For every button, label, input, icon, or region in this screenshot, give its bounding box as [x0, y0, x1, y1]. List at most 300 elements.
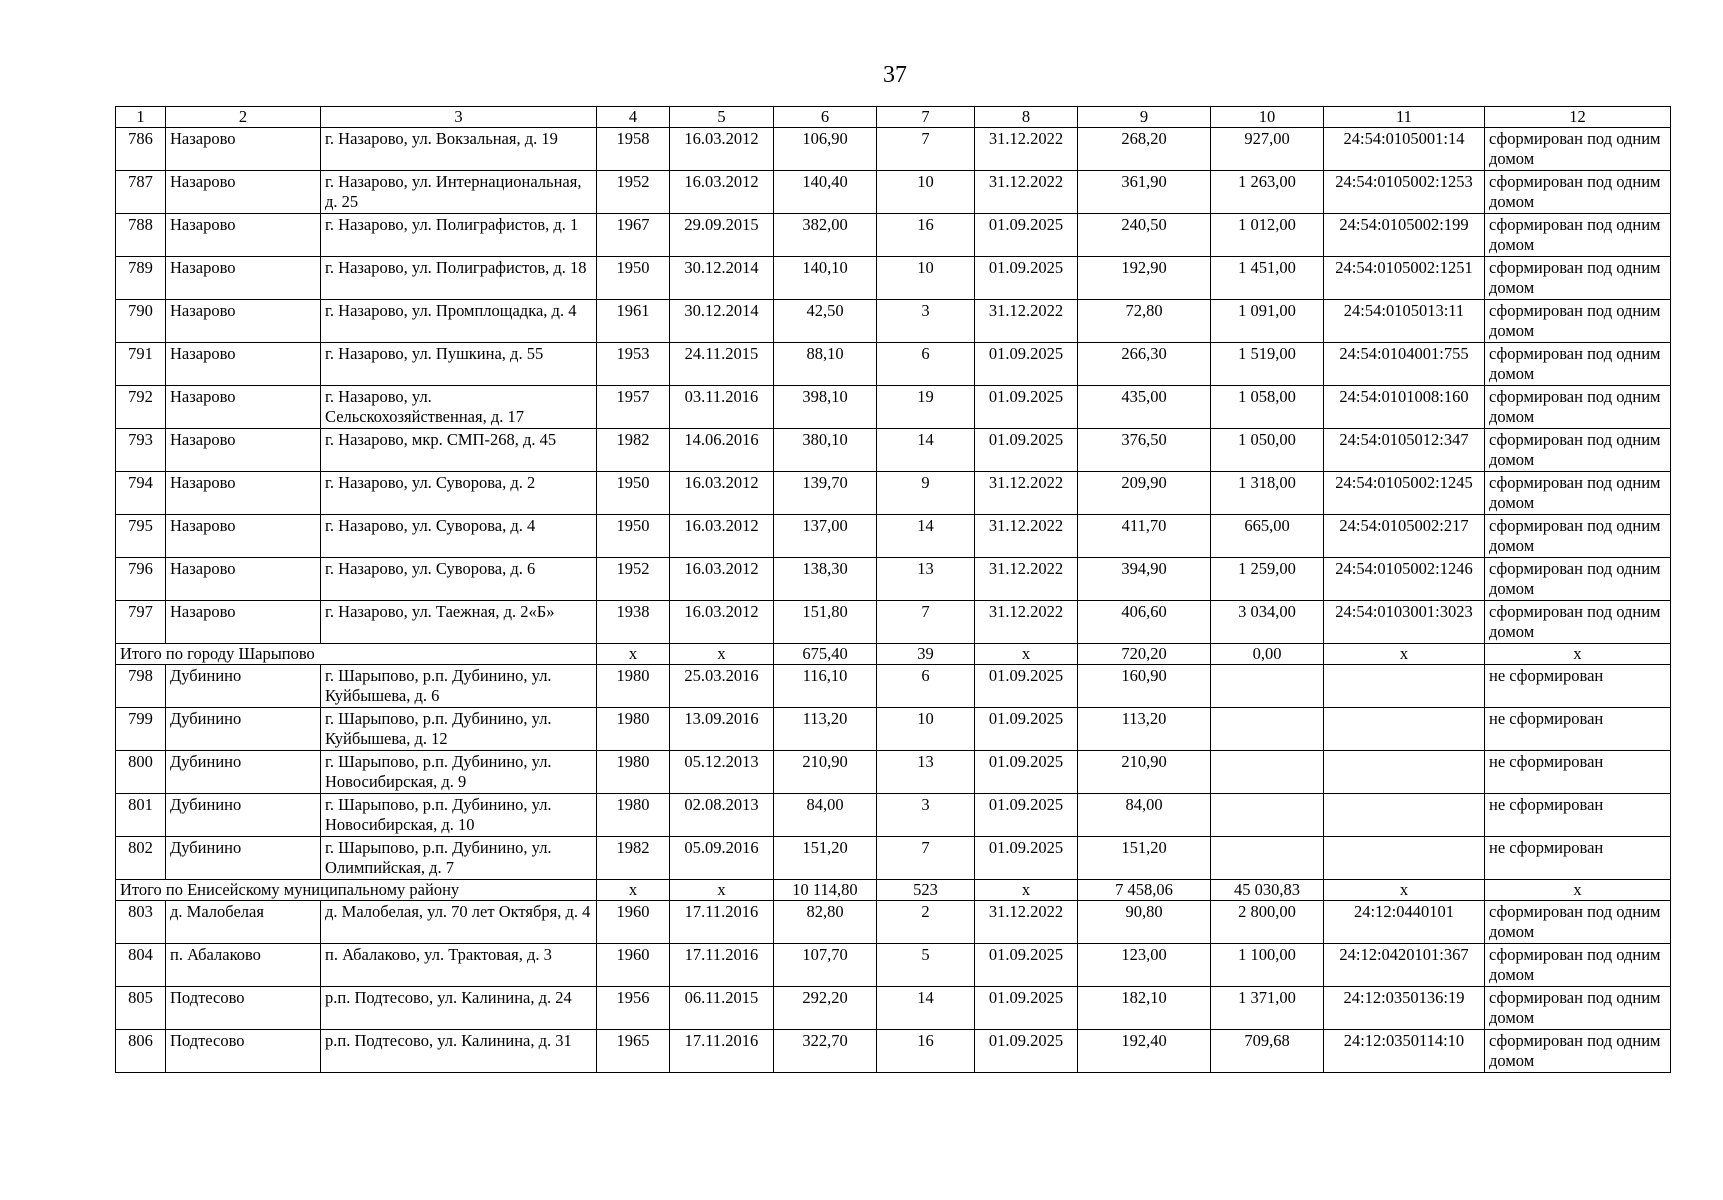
value-cell: 90,80 — [1078, 901, 1211, 944]
value-cell: 01.09.2025 — [975, 708, 1078, 751]
value-cell: 1980 — [597, 708, 670, 751]
value-cell: 151,80 — [774, 601, 877, 644]
row-number: 805 — [116, 987, 166, 1030]
table-row — [116, 944, 1671, 987]
table-row — [116, 558, 1671, 601]
locality-cell: Назарово — [166, 558, 321, 601]
value-cell: 1957 — [597, 386, 670, 429]
value-cell: 31.12.2022 — [975, 515, 1078, 558]
value-cell: 42,50 — [774, 300, 877, 343]
address-cell: п. Абалаково, ул. Трактовая, д. 3 — [321, 944, 597, 987]
address-cell: г. Шарыпово, р.п. Дубинино, ул. Куйбышева, д. 6 — [321, 665, 597, 708]
value-cell: 06.11.2015 — [670, 987, 774, 1030]
locality-cell: Дубинино — [166, 751, 321, 794]
column-number: 11 — [1324, 107, 1485, 128]
table-row — [116, 515, 1671, 558]
cadastral-number-cell: 24:54:0105002:217 — [1324, 515, 1485, 558]
column-number: 4 — [597, 107, 670, 128]
value-cell: 16.03.2012 — [670, 558, 774, 601]
value-cell: 266,30 — [1078, 343, 1211, 386]
value-cell: 31.12.2022 — [975, 601, 1078, 644]
address-cell: г. Назарово, мкр. СМП-268, д. 45 — [321, 429, 597, 472]
value-cell: 16.03.2012 — [670, 472, 774, 515]
land-status-cell: сформирован под одним домом — [1485, 944, 1671, 987]
value-cell: 10 — [877, 171, 975, 214]
address-cell: г. Назарово, ул. Полиграфистов, д. 18 — [321, 257, 597, 300]
land-status-cell: сформирован под одним домом — [1485, 987, 1671, 1030]
locality-cell: п. Абалаково — [166, 944, 321, 987]
row-number: 792 — [116, 386, 166, 429]
cadastral-number-cell: 24:54:0105002:1245 — [1324, 472, 1485, 515]
value-cell: 13 — [877, 558, 975, 601]
value-cell: 24.11.2015 — [670, 343, 774, 386]
value-cell: 1 259,00 — [1211, 558, 1324, 601]
value-cell: 1958 — [597, 128, 670, 171]
value-cell: 382,00 — [774, 214, 877, 257]
value-cell: 1953 — [597, 343, 670, 386]
subtotal-cell: х — [597, 880, 670, 901]
value-cell: 31.12.2022 — [975, 558, 1078, 601]
table-row — [116, 901, 1671, 944]
column-number: 9 — [1078, 107, 1211, 128]
subtotal-cell: х — [1485, 880, 1671, 901]
value-cell: 1 091,00 — [1211, 300, 1324, 343]
column-number: 5 — [670, 107, 774, 128]
address-cell: г. Назарово, ул. Суворова, д. 2 — [321, 472, 597, 515]
subtotal-cell: 10 114,80 — [774, 880, 877, 901]
value-cell: 113,20 — [1078, 708, 1211, 751]
value-cell: 05.12.2013 — [670, 751, 774, 794]
value-cell: 139,70 — [774, 472, 877, 515]
column-number: 10 — [1211, 107, 1324, 128]
land-status-cell: не сформирован — [1485, 751, 1671, 794]
value-cell: 7 — [877, 837, 975, 880]
row-number: 803 — [116, 901, 166, 944]
value-cell: 72,80 — [1078, 300, 1211, 343]
value-cell: 05.09.2016 — [670, 837, 774, 880]
row-number: 786 — [116, 128, 166, 171]
value-cell: 140,40 — [774, 171, 877, 214]
value-cell: 10 — [877, 257, 975, 300]
table-row — [116, 257, 1671, 300]
cadastral-number-cell: 24:54:0105002:199 — [1324, 214, 1485, 257]
locality-cell: Назарово — [166, 214, 321, 257]
table-row — [116, 386, 1671, 429]
value-cell: 13.09.2016 — [670, 708, 774, 751]
address-cell: г. Шарыпово, р.п. Дубинино, ул. Куйбышева, д. 12 — [321, 708, 597, 751]
subtotal-cell: х — [670, 644, 774, 665]
value-cell: 398,10 — [774, 386, 877, 429]
value-cell: 31.12.2022 — [975, 128, 1078, 171]
land-status-cell: сформирован под одним домом — [1485, 171, 1671, 214]
table-row — [116, 1030, 1671, 1073]
value-cell: 361,90 — [1078, 171, 1211, 214]
value-cell: 927,00 — [1211, 128, 1324, 171]
value-cell: 1952 — [597, 171, 670, 214]
row-number: 796 — [116, 558, 166, 601]
value-cell: 6 — [877, 343, 975, 386]
subtotal-cell: х — [975, 880, 1078, 901]
value-cell: 1960 — [597, 944, 670, 987]
land-status-cell: сформирован под одним домом — [1485, 429, 1671, 472]
value-cell: 1982 — [597, 837, 670, 880]
cadastral-number-cell: 24:12:0350114:10 — [1324, 1030, 1485, 1073]
value-cell: 140,10 — [774, 257, 877, 300]
value-cell: 30.12.2014 — [670, 300, 774, 343]
value-cell: 411,70 — [1078, 515, 1211, 558]
value-cell: 01.09.2025 — [975, 987, 1078, 1030]
land-status-cell: не сформирован — [1485, 665, 1671, 708]
value-cell: 665,00 — [1211, 515, 1324, 558]
cadastral-number-cell: 24:54:0103001:3023 — [1324, 601, 1485, 644]
value-cell: 03.11.2016 — [670, 386, 774, 429]
value-cell: 01.09.2025 — [975, 214, 1078, 257]
subtotal-cell: 7 458,06 — [1078, 880, 1211, 901]
cadastral-number-cell: 24:12:0420101:367 — [1324, 944, 1485, 987]
value-cell: 1960 — [597, 901, 670, 944]
value-cell: 01.09.2025 — [975, 257, 1078, 300]
value-cell: 1950 — [597, 515, 670, 558]
cadastral-number-cell — [1324, 751, 1485, 794]
value-cell: 1965 — [597, 1030, 670, 1073]
land-status-cell: сформирован под одним домом — [1485, 601, 1671, 644]
value-cell: 380,10 — [774, 429, 877, 472]
value-cell: 01.09.2025 — [975, 343, 1078, 386]
value-cell: 1 263,00 — [1211, 171, 1324, 214]
column-number: 6 — [774, 107, 877, 128]
row-number: 794 — [116, 472, 166, 515]
value-cell: 7 — [877, 601, 975, 644]
value-cell: 5 — [877, 944, 975, 987]
row-number: 801 — [116, 794, 166, 837]
land-status-cell: сформирован под одним домом — [1485, 472, 1671, 515]
table-row — [116, 837, 1671, 880]
value-cell: 1 058,00 — [1211, 386, 1324, 429]
value-cell: 14 — [877, 429, 975, 472]
value-cell: 1950 — [597, 472, 670, 515]
locality-cell: Дубинино — [166, 665, 321, 708]
value-cell: 19 — [877, 386, 975, 429]
address-cell: г. Назарово, ул. Суворова, д. 4 — [321, 515, 597, 558]
value-cell: 01.09.2025 — [975, 429, 1078, 472]
table-row — [116, 128, 1671, 171]
cadastral-number-cell: 24:54:0105002:1251 — [1324, 257, 1485, 300]
row-number: 795 — [116, 515, 166, 558]
value-cell: 394,90 — [1078, 558, 1211, 601]
value-cell: 31.12.2022 — [975, 300, 1078, 343]
value-cell: 1 100,00 — [1211, 944, 1324, 987]
value-cell: 16.03.2012 — [670, 171, 774, 214]
value-cell: 268,20 — [1078, 128, 1211, 171]
cadastral-number-cell: 24:54:0105002:1246 — [1324, 558, 1485, 601]
value-cell: 1950 — [597, 257, 670, 300]
locality-cell: Назарово — [166, 515, 321, 558]
locality-cell: Дубинино — [166, 708, 321, 751]
land-status-cell: не сформирован — [1485, 794, 1671, 837]
value-cell: 31.12.2022 — [975, 171, 1078, 214]
subtotal-cell: х — [1324, 644, 1485, 665]
value-cell: 9 — [877, 472, 975, 515]
value-cell: 01.09.2025 — [975, 794, 1078, 837]
locality-cell: Назарово — [166, 343, 321, 386]
value-cell: 2 — [877, 901, 975, 944]
column-number: 2 — [166, 107, 321, 128]
value-cell: 1980 — [597, 665, 670, 708]
land-status-cell: не сформирован — [1485, 708, 1671, 751]
address-cell: г. Назарово, ул. Таежная, д. 2«Б» — [321, 601, 597, 644]
subtotal-cell: х — [597, 644, 670, 665]
value-cell: 435,00 — [1078, 386, 1211, 429]
land-status-cell: сформирован под одним домом — [1485, 386, 1671, 429]
value-cell: 1980 — [597, 751, 670, 794]
subtotal-cell: 523 — [877, 880, 975, 901]
value-cell: 3 034,00 — [1211, 601, 1324, 644]
value-cell: 1961 — [597, 300, 670, 343]
value-cell: 01.09.2025 — [975, 386, 1078, 429]
address-cell: р.п. Подтесово, ул. Калинина, д. 24 — [321, 987, 597, 1030]
value-cell: 1 451,00 — [1211, 257, 1324, 300]
subtotal-label: Итого по городу Шарыпово — [116, 644, 597, 665]
subtotal-cell: х — [1485, 644, 1671, 665]
value-cell: 16.03.2012 — [670, 601, 774, 644]
value-cell: 1 050,00 — [1211, 429, 1324, 472]
row-number: 788 — [116, 214, 166, 257]
table-row — [116, 300, 1671, 343]
locality-cell: Назарово — [166, 171, 321, 214]
cadastral-number-cell: 24:12:0440101 — [1324, 901, 1485, 944]
locality-cell: Назарово — [166, 300, 321, 343]
value-cell: 3 — [877, 300, 975, 343]
cadastral-number-cell: 24:54:0105002:1253 — [1324, 171, 1485, 214]
value-cell: 1938 — [597, 601, 670, 644]
value-cell — [1211, 708, 1324, 751]
value-cell: 01.09.2025 — [975, 665, 1078, 708]
address-cell: г. Назарово, ул. Пушкина, д. 55 — [321, 343, 597, 386]
locality-cell: д. Малобелая — [166, 901, 321, 944]
address-cell: д. Малобелая, ул. 70 лет Октября, д. 4 — [321, 901, 597, 944]
value-cell: 240,50 — [1078, 214, 1211, 257]
value-cell: 01.09.2025 — [975, 837, 1078, 880]
value-cell: 138,30 — [774, 558, 877, 601]
land-status-cell: не сформирован — [1485, 837, 1671, 880]
address-cell: г. Шарыпово, р.п. Дубинино, ул. Новосибирская, д. 10 — [321, 794, 597, 837]
value-cell: 322,70 — [774, 1030, 877, 1073]
cadastral-number-cell — [1324, 794, 1485, 837]
row-number: 799 — [116, 708, 166, 751]
locality-cell: Назарово — [166, 128, 321, 171]
land-status-cell: сформирован под одним домом — [1485, 300, 1671, 343]
value-cell: 17.11.2016 — [670, 944, 774, 987]
value-cell — [1211, 751, 1324, 794]
value-cell: 1 519,00 — [1211, 343, 1324, 386]
value-cell: 210,90 — [774, 751, 877, 794]
column-number-row — [116, 107, 1671, 128]
table-row — [116, 214, 1671, 257]
value-cell: 116,10 — [774, 665, 877, 708]
cadastral-number-cell — [1324, 837, 1485, 880]
value-cell: 14 — [877, 987, 975, 1030]
value-cell: 17.11.2016 — [670, 901, 774, 944]
locality-cell: Назарово — [166, 429, 321, 472]
land-status-cell: сформирован под одним домом — [1485, 343, 1671, 386]
locality-cell: Подтесово — [166, 987, 321, 1030]
table-row — [116, 601, 1671, 644]
cadastral-number-cell — [1324, 665, 1485, 708]
value-cell: 182,10 — [1078, 987, 1211, 1030]
value-cell — [1211, 794, 1324, 837]
cadastral-number-cell: 24:54:0101008:160 — [1324, 386, 1485, 429]
subtotal-cell: 675,40 — [774, 644, 877, 665]
table-row — [116, 429, 1671, 472]
cadastral-number-cell: 24:12:0350136:19 — [1324, 987, 1485, 1030]
row-number: 802 — [116, 837, 166, 880]
value-cell: 406,60 — [1078, 601, 1211, 644]
locality-cell: Назарово — [166, 386, 321, 429]
value-cell: 13 — [877, 751, 975, 794]
land-status-cell: сформирован под одним домом — [1485, 901, 1671, 944]
cadastral-number-cell: 24:54:0105013:11 — [1324, 300, 1485, 343]
value-cell: 01.09.2025 — [975, 1030, 1078, 1073]
table-row — [116, 472, 1671, 515]
subtotal-cell: х — [1324, 880, 1485, 901]
value-cell: 137,00 — [774, 515, 877, 558]
table-row — [116, 343, 1671, 386]
value-cell: 1 012,00 — [1211, 214, 1324, 257]
value-cell: 192,40 — [1078, 1030, 1211, 1073]
subtotal-cell: 39 — [877, 644, 975, 665]
value-cell: 14.06.2016 — [670, 429, 774, 472]
locality-cell: Дубинино — [166, 837, 321, 880]
value-cell: 1982 — [597, 429, 670, 472]
locality-cell: Назарово — [166, 257, 321, 300]
value-cell: 106,90 — [774, 128, 877, 171]
address-cell: г. Назарово, ул. Суворова, д. 6 — [321, 558, 597, 601]
column-number: 1 — [116, 107, 166, 128]
value-cell: 2 800,00 — [1211, 901, 1324, 944]
column-number: 3 — [321, 107, 597, 128]
locality-cell: Дубинино — [166, 794, 321, 837]
value-cell — [1211, 837, 1324, 880]
value-cell: 84,00 — [774, 794, 877, 837]
value-cell: 210,90 — [1078, 751, 1211, 794]
cadastral-number-cell — [1324, 708, 1485, 751]
locality-cell: Подтесово — [166, 1030, 321, 1073]
value-cell: 16 — [877, 214, 975, 257]
value-cell: 82,80 — [774, 901, 877, 944]
value-cell: 16.03.2012 — [670, 128, 774, 171]
locality-cell: Назарово — [166, 601, 321, 644]
value-cell: 29.09.2015 — [670, 214, 774, 257]
address-cell: г. Назарово, ул. Вокзальная, д. 19 — [321, 128, 597, 171]
value-cell: 14 — [877, 515, 975, 558]
land-status-cell: сформирован под одним домом — [1485, 214, 1671, 257]
subtotal-cell: х — [670, 880, 774, 901]
subtotal-label: Итого по Енисейскому муниципальному району — [116, 880, 597, 901]
value-cell: 02.08.2013 — [670, 794, 774, 837]
row-number: 797 — [116, 601, 166, 644]
address-cell: г. Назарово, ул. Полиграфистов, д. 1 — [321, 214, 597, 257]
row-number: 800 — [116, 751, 166, 794]
value-cell: 113,20 — [774, 708, 877, 751]
row-number: 791 — [116, 343, 166, 386]
page-number: 37 — [883, 62, 907, 88]
value-cell: 151,20 — [774, 837, 877, 880]
table-row — [116, 751, 1671, 794]
value-cell: 30.12.2014 — [670, 257, 774, 300]
value-cell: 10 — [877, 708, 975, 751]
land-status-cell: сформирован под одним домом — [1485, 257, 1671, 300]
value-cell: 292,20 — [774, 987, 877, 1030]
value-cell: 01.09.2025 — [975, 751, 1078, 794]
cadastral-number-cell: 24:54:0104001:755 — [1324, 343, 1485, 386]
address-cell: г. Шарыпово, р.п. Дубинино, ул. Олимпийская, д. 7 — [321, 837, 597, 880]
table-row — [116, 708, 1671, 751]
value-cell: 107,70 — [774, 944, 877, 987]
row-number: 793 — [116, 429, 166, 472]
value-cell: 16.03.2012 — [670, 515, 774, 558]
column-number: 8 — [975, 107, 1078, 128]
value-cell: 88,10 — [774, 343, 877, 386]
subtotal-cell: 0,00 — [1211, 644, 1324, 665]
value-cell: 123,00 — [1078, 944, 1211, 987]
table-row — [116, 794, 1671, 837]
value-cell: 1967 — [597, 214, 670, 257]
row-number: 806 — [116, 1030, 166, 1073]
row-number: 790 — [116, 300, 166, 343]
row-number: 789 — [116, 257, 166, 300]
value-cell: 1 371,00 — [1211, 987, 1324, 1030]
column-number: 7 — [877, 107, 975, 128]
address-cell: г. Назарово, ул. Сельскохозяйственная, д. 17 — [321, 386, 597, 429]
address-cell: г. Назарово, ул. Промплощадка, д. 4 — [321, 300, 597, 343]
value-cell: 31.12.2022 — [975, 901, 1078, 944]
land-status-cell: сформирован под одним домом — [1485, 1030, 1671, 1073]
cadastral-number-cell: 24:54:0105012:347 — [1324, 429, 1485, 472]
value-cell: 1956 — [597, 987, 670, 1030]
value-cell: 376,50 — [1078, 429, 1211, 472]
subtotal-cell: 45 030,83 — [1211, 880, 1324, 901]
value-cell: 7 — [877, 128, 975, 171]
table-row — [116, 171, 1671, 214]
value-cell: 17.11.2016 — [670, 1030, 774, 1073]
value-cell: 151,20 — [1078, 837, 1211, 880]
row-number: 804 — [116, 944, 166, 987]
value-cell: 160,90 — [1078, 665, 1211, 708]
subtotal-row — [116, 880, 1671, 901]
value-cell: 01.09.2025 — [975, 944, 1078, 987]
land-status-cell: сформирован под одним домом — [1485, 128, 1671, 171]
land-status-cell: сформирован под одним домом — [1485, 515, 1671, 558]
land-status-cell: сформирован под одним домом — [1485, 558, 1671, 601]
cadastral-number-cell: 24:54:0105001:14 — [1324, 128, 1485, 171]
value-cell — [1211, 665, 1324, 708]
address-cell: р.п. Подтесово, ул. Калинина, д. 31 — [321, 1030, 597, 1073]
address-cell: г. Назарово, ул. Интернациональная, д. 25 — [321, 171, 597, 214]
row-number: 787 — [116, 171, 166, 214]
value-cell: 192,90 — [1078, 257, 1211, 300]
value-cell: 1980 — [597, 794, 670, 837]
value-cell: 709,68 — [1211, 1030, 1324, 1073]
value-cell: 209,90 — [1078, 472, 1211, 515]
value-cell: 3 — [877, 794, 975, 837]
value-cell: 1952 — [597, 558, 670, 601]
subtotal-cell: 720,20 — [1078, 644, 1211, 665]
value-cell: 1 318,00 — [1211, 472, 1324, 515]
column-number: 12 — [1485, 107, 1671, 128]
table-row — [116, 987, 1671, 1030]
table-row — [116, 665, 1671, 708]
locality-cell: Назарово — [166, 472, 321, 515]
